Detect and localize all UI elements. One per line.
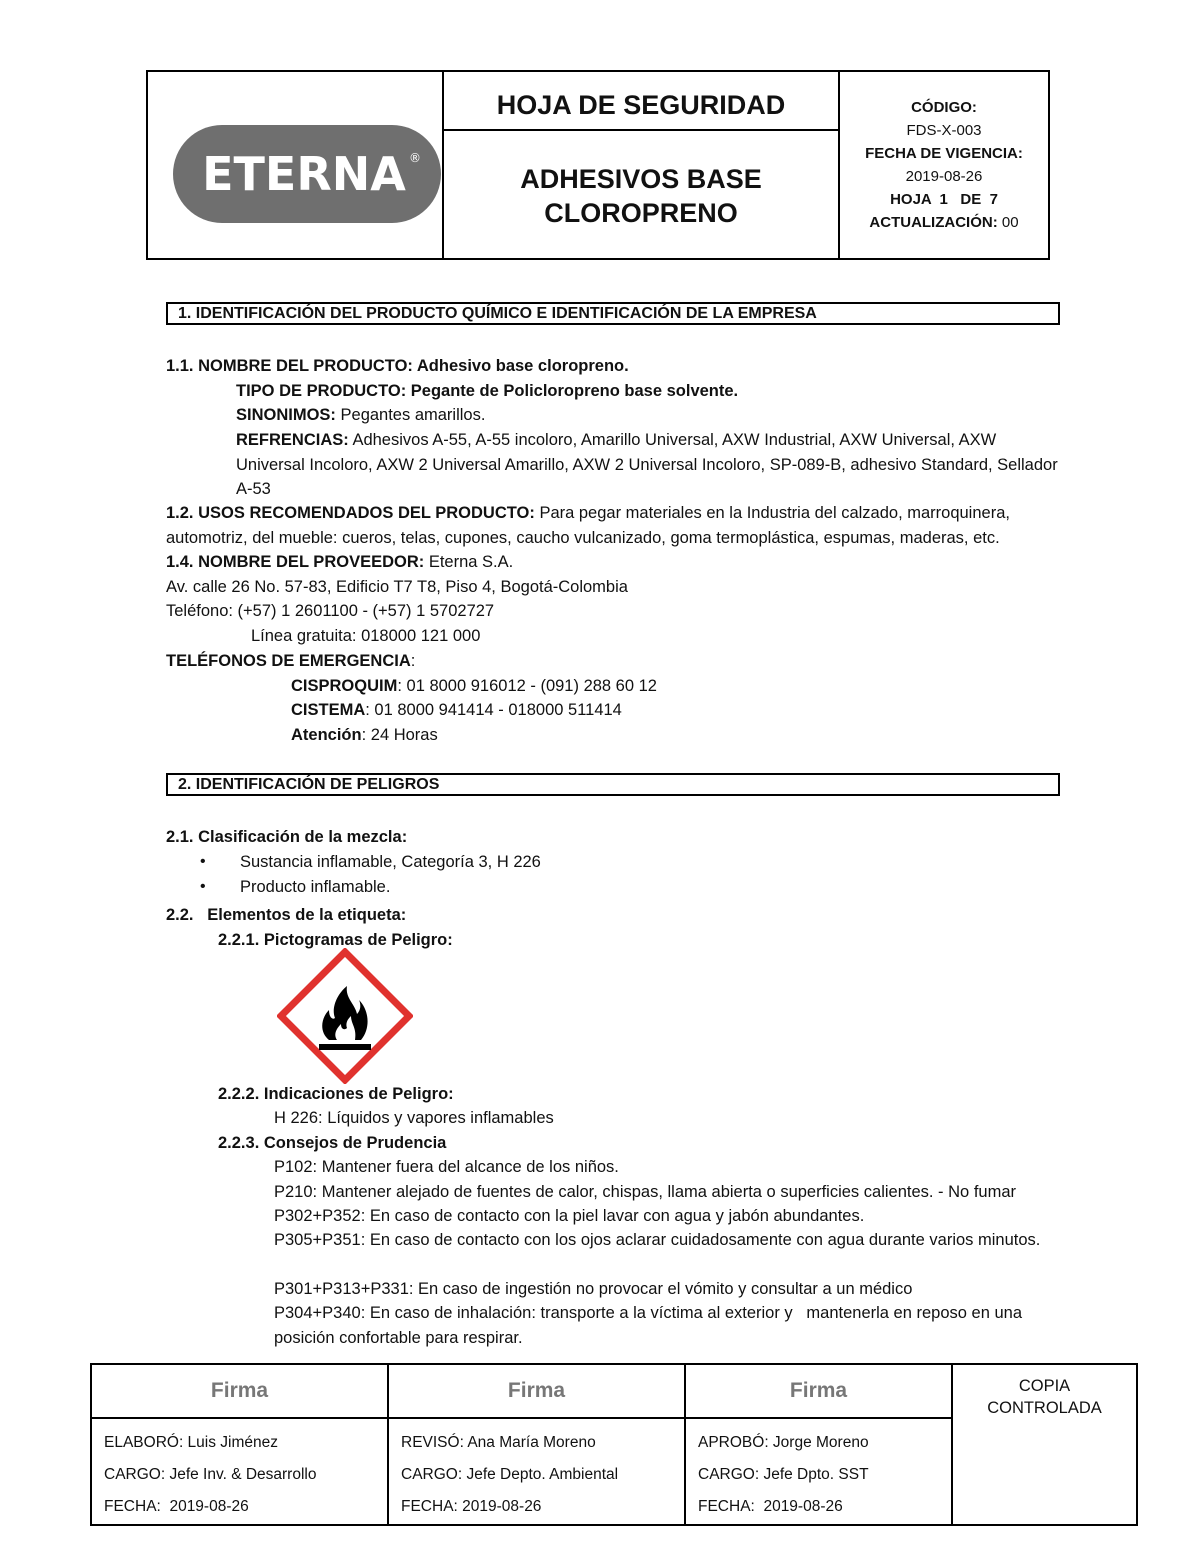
document-subtitle — [444, 162, 838, 230]
references-label: REFRENCIAS: — [236, 431, 349, 449]
logo-cell — [148, 72, 444, 258]
advice-item: P301+P313+P331: En caso de ingestión no provocar el vómito y consultar a un médico — [274, 1280, 913, 1298]
advice-item: P305+P351: En caso de contacto con los ojos aclarar cuidadosamente con agua durante varios minutos. — [274, 1231, 1041, 1249]
code-label: CÓDIGO: — [911, 99, 977, 116]
attention-label: Atención — [291, 726, 362, 744]
advice-item: P302+P352: En caso de contacto con la piel lavar con agua y jabón abundantes. — [274, 1207, 865, 1225]
signature-table — [90, 1363, 1138, 1526]
cistema — [291, 698, 622, 722]
update-row — [840, 211, 1048, 234]
advice-item: P304+P340: En caso de inhalación: transporte a la víctima al exterior y mantenerla en reposo en una posición confortable para respirar. — [274, 1304, 1027, 1347]
cisproquim-value: : 01 8000 916012 - (091) 288 60 12 — [397, 677, 657, 695]
advice-item: P102: Mantener fuera del alcance de los niños. — [274, 1158, 619, 1176]
reviewed-role: CARGO: Jefe Depto. Ambiental — [401, 1466, 619, 1483]
emergency-label: TELÉFONOS DE EMERGENCIA — [166, 652, 411, 670]
approved-role: CARGO: Jefe Dpto. SST — [698, 1466, 869, 1483]
product-name: 1.1. NOMBRE DEL PRODUCTO: Adhesivo base cloropreno. — [166, 357, 629, 375]
firma-label: Firma — [686, 1365, 951, 1419]
reviewed-by: REVISÓ: Ana María Moreno — [401, 1434, 596, 1451]
cistema-value: : 01 8000 941414 - 018000 511414 — [365, 701, 622, 719]
synonyms-label: SINONIMOS: — [236, 406, 336, 424]
code-value: FDS-X-003 — [906, 122, 982, 139]
firma-label: Firma — [92, 1365, 387, 1419]
document-header — [146, 70, 1050, 260]
supplier-address: Av. calle 26 No. 57-83, Edificio T7 T8, Piso 4, Bogotá-Colombia — [166, 578, 628, 596]
advice-label: 2.2.3. Consejos de Prudencia — [218, 1134, 447, 1152]
attention-value: : 24 Horas — [361, 726, 438, 744]
signature-approved — [686, 1365, 953, 1524]
section-2-title: 2. IDENTIFICACIÓN DE PELIGROS — [166, 773, 1060, 796]
attention — [291, 723, 438, 747]
update-value: 00 — [1001, 214, 1019, 231]
classification-label: 2.1. Clasificación de la mezcla: — [166, 828, 408, 846]
update-label: ACTUALIZACIÓN: — [869, 214, 998, 231]
cisproquim-label: CISPROQUIM — [291, 677, 398, 695]
synonyms — [236, 403, 485, 427]
subtitle-line-1: ADHESIVOS BASE — [520, 164, 762, 194]
firma-label: Firma — [389, 1365, 684, 1419]
list-item: • Producto inflamable. — [200, 875, 541, 900]
label-elements: 2.2. Elementos de la etiqueta: — [166, 906, 407, 924]
validity-value: 2019-08-26 — [905, 168, 983, 185]
recommended-uses — [166, 501, 1064, 550]
section-1-title: 1. IDENTIFICACIÓN DEL PRODUCTO QUÍMICO E IDENTIFICACIÓN DE LA EMPRESA — [166, 302, 1060, 325]
free-line: Línea gratuita: 018000 121 000 — [251, 627, 481, 645]
indications-label: 2.2.2. Indicaciones de Peligro: — [218, 1085, 454, 1103]
copy-line-1: COPIA — [1018, 1377, 1071, 1395]
cisproquim — [291, 674, 657, 698]
logo-text: ETERNA — [202, 147, 406, 201]
elaborated-role: CARGO: Jefe Inv. & Desarrollo — [104, 1466, 317, 1483]
classification-list — [200, 850, 541, 899]
advice-item: P210: Mantener alejado de fuentes de calor, chispas, llama abierta o superficies calientes. - No fumar — [274, 1183, 1016, 1201]
indication-h226: H 226: Líquidos y vapores inflamables — [274, 1109, 554, 1127]
subtitle-line-2: CLOROPRENO — [544, 198, 738, 228]
supplier-label: 1.4. NOMBRE DEL PROVEEDOR: — [166, 553, 425, 571]
signature-reviewed — [389, 1365, 686, 1524]
elaborated-by: ELABORÓ: Luis Jiménez — [104, 1434, 279, 1451]
product-type: TIPO DE PRODUCTO: Pegante de Policloropreno base solvente. — [236, 382, 739, 400]
reviewed-date: FECHA: 2019-08-26 — [401, 1498, 542, 1515]
title-cell — [444, 72, 840, 258]
synonyms-value: Pegantes amarillos. — [335, 406, 486, 424]
elaborated-date: FECHA: 2019-08-26 — [104, 1498, 249, 1515]
title-divider — [444, 129, 838, 131]
sheet-number: HOJA 1 DE 7 — [890, 191, 998, 208]
document-title: HOJA DE SEGURIDAD — [496, 90, 786, 120]
references-value: Adhesivos A-55, A-55 incoloro, Amarillo Universal, AXW Industrial, AXW Universal, AXW Universal Incoloro, AXW 2 Universal Amarillo, AXW 2 Universal Incoloro, SP-089-B, adhesivo Standard, Sellador A-53 — [236, 431, 1058, 498]
supplier — [166, 550, 513, 574]
supplier-value: Eterna S.A. — [424, 553, 514, 571]
flammable-pictogram — [277, 948, 413, 1084]
uses-label: 1.2. USOS RECOMENDADOS DEL PRODUCTO: — [166, 504, 535, 522]
uses-value: Para pegar materiales en la Industria del calzado, marroquinera, automotriz, del mueble: cueros, telas, cupones, caucho vulcanizado, goma termoplástica, espumas, maderas, etc. — [166, 504, 1010, 547]
approved-date: FECHA: 2019-08-26 — [698, 1498, 843, 1515]
emergency-phones — [166, 649, 415, 673]
list-item: • Sustancia inflamable, Categoría 3, H 226 — [200, 850, 541, 875]
code-cell — [840, 72, 1048, 258]
copy-line-2: CONTROLADA — [987, 1399, 1102, 1417]
supplier-phone: Teléfono: (+57) 1 2601100 - (+57) 1 5702727 — [166, 602, 495, 620]
emergency-colon: : — [410, 652, 416, 670]
validity-label: FECHA DE VIGENCIA: — [865, 145, 1023, 162]
pictograms-label: 2.2.1. Pictogramas de Peligro: — [218, 931, 453, 949]
signature-elaborated — [92, 1365, 389, 1524]
references — [236, 428, 1064, 502]
controlled-copy — [953, 1365, 1136, 1524]
cistema-label: CISTEMA — [291, 701, 366, 719]
logo-registered: ® — [409, 151, 421, 165]
eterna-logo — [172, 124, 442, 224]
approved-by: APROBÓ: Jorge Moreno — [698, 1434, 869, 1451]
